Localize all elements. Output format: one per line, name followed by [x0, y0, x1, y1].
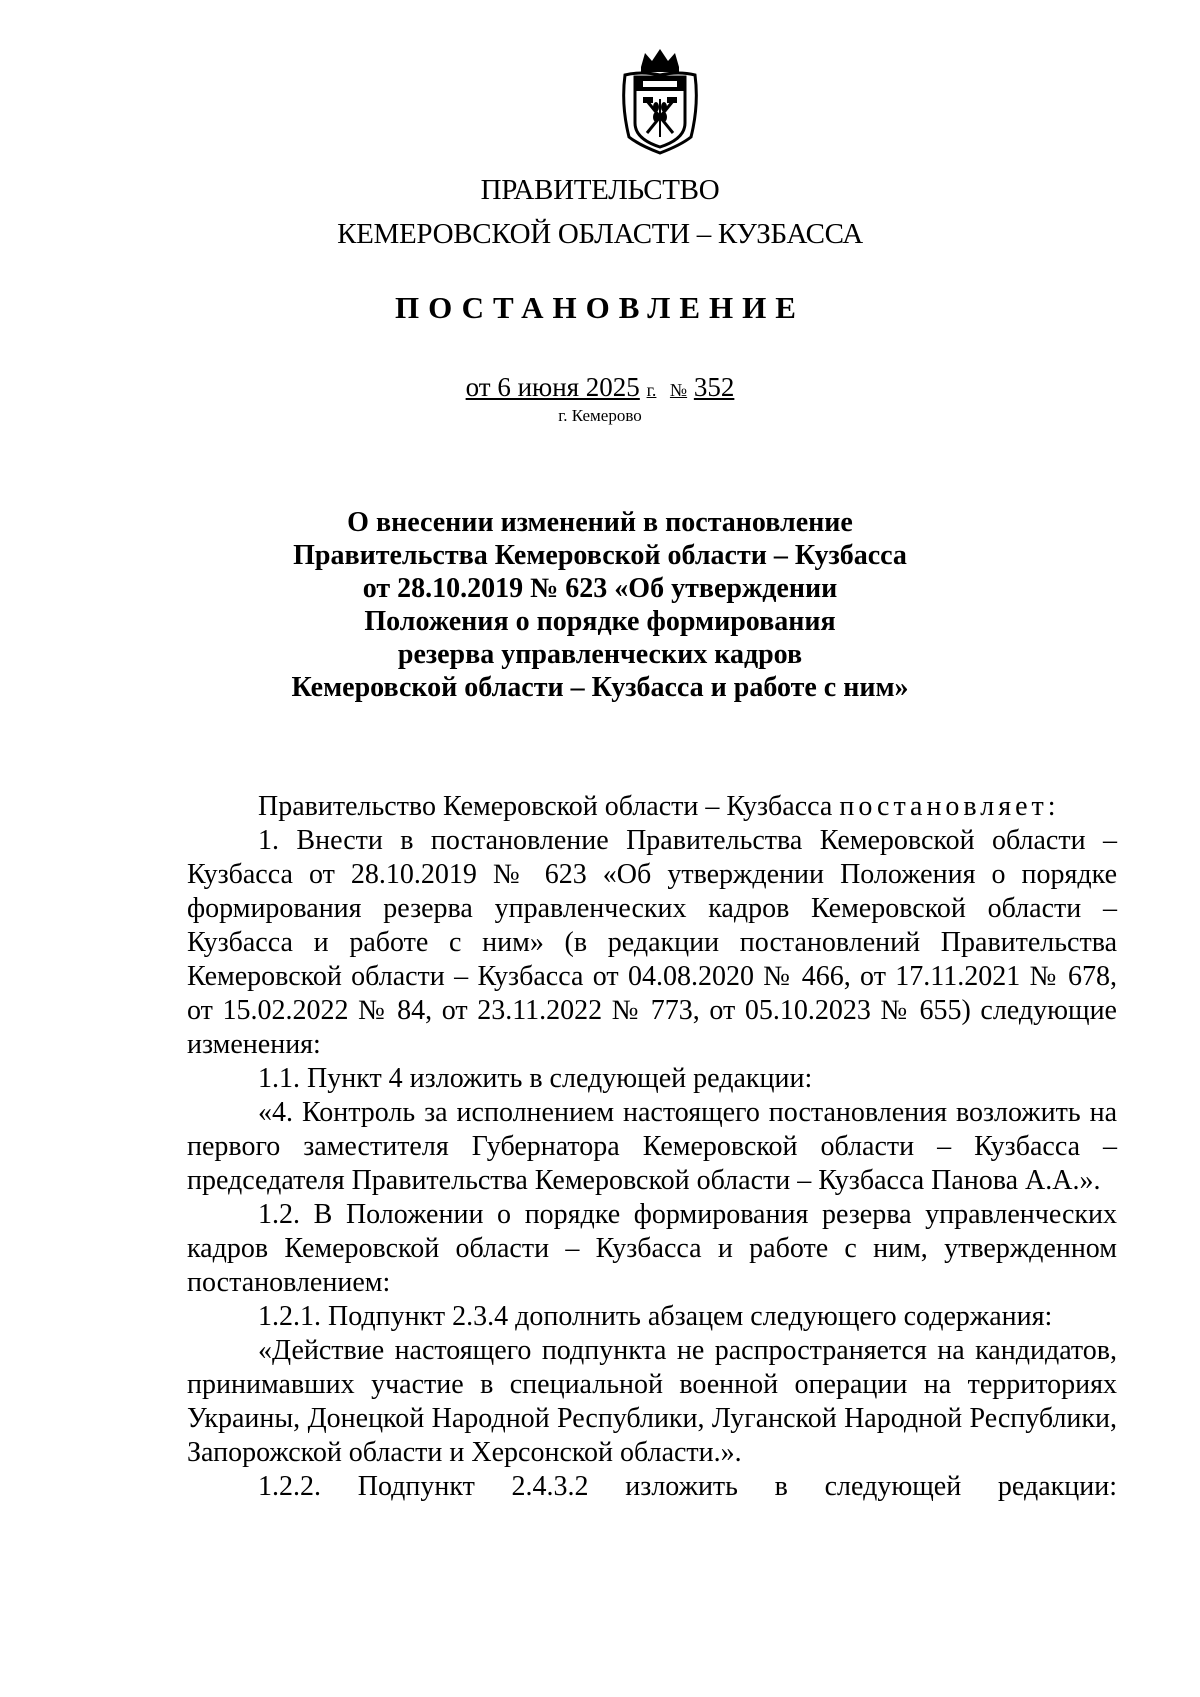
- number-sign: №: [669, 380, 688, 400]
- document-date: от 6 июня 2025: [465, 372, 640, 402]
- title-line: Правительства Кемеровской области – Кузбасса: [293, 540, 907, 571]
- title-line: от 28.10.2019 № 623 «Об утверждении: [362, 573, 838, 604]
- title-line: Положения о порядке формирования: [364, 606, 836, 637]
- body-paragraph: 1.2. В Положении о порядке формирования резерва управленческих кадров Кемеровской области – Кузбасса и работе с ним, утвержденном постановлением:: [187, 1199, 1117, 1298]
- title-line: Кемеровской области – Кузбасса и работе с ним»: [291, 672, 909, 703]
- intro-paragraph: [187, 790, 1117, 824]
- body-paragraph: «4. Контроль за исполнением настоящего постановления возложить на первого заместителя Губернатора Кемеровской области – Кузбасса – председателя Правительства Кемеровской области – Кузбасса Панова А.А.».: [187, 1097, 1117, 1196]
- document-number: 352: [693, 372, 735, 402]
- title-line: О внесении изменений в постановление: [347, 507, 853, 538]
- year-suffix: г.: [646, 380, 657, 400]
- resolves-word: постановляет:: [839, 791, 1060, 822]
- document-type-heading: ПОСТАНОВЛЕНИЕ: [395, 290, 805, 325]
- kemerovo-coat-of-arms-icon: [619, 45, 701, 157]
- document-date-number: [0, 370, 1200, 407]
- intro-text: Правительство Кемеровской области – Кузбасса: [258, 791, 833, 822]
- body-paragraph: 1.2.2. Подпункт 2.4.3.2 изложить в следующей редакции:: [258, 1471, 1117, 1502]
- body-paragraph: 1.2.1. Подпункт 2.3.4 дополнить абзацем следующего содержания:: [258, 1301, 1053, 1332]
- document-title: [200, 506, 1000, 704]
- document-body: [187, 790, 1117, 1504]
- title-line: резерва управленческих кадров: [397, 639, 803, 670]
- body-paragraph: «Действие настоящего подпункта не распространяется на кандидатов, принимавших участие в специальной военной операции на территориях Украины, Донецкой Народной Республики, Луганской Народной Республики, Запорожской области и Херсонской области.».: [187, 1335, 1117, 1468]
- body-paragraph: 1.1. Пункт 4 изложить в следующей редакции:: [258, 1063, 813, 1094]
- document-city: г. Кемерово: [558, 406, 642, 425]
- body-paragraph: 1. Внести в постановление Правительства Кемеровской области – Кузбасса от 28.10.2019 № 623 «Об утверждении Положения о порядке формирования резерва управленческих кадров Кемеровской области – Кузбасса и работе с ним» (в редакции постановлений Правительства Кемеровской области – Кузбасса от 04.08.2020 № 466, от 17.11.2021 № 678, от 15.02.2022 № 84, от 23.11.2022 № 773, от 05.10.2023 № 655) следующие изменения:: [187, 825, 1117, 1060]
- government-name-line-1: ПРАВИТЕЛЬСТВО: [480, 174, 720, 206]
- government-name-line-2: КЕМЕРОВСКОЙ ОБЛАСТИ – КУЗБАССА: [337, 218, 863, 250]
